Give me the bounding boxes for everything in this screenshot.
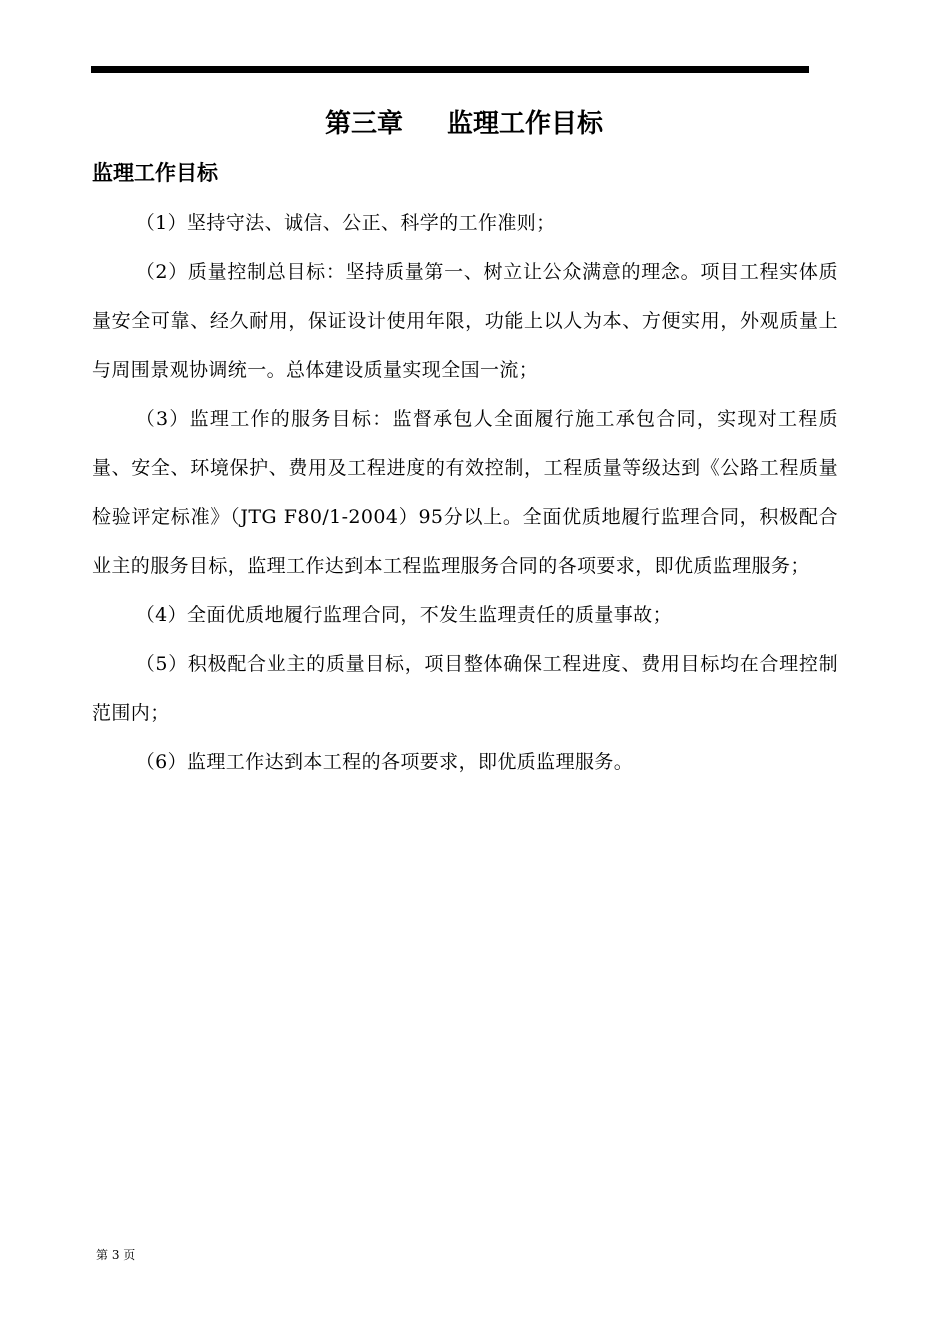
chapter-name: 监理工作目标 xyxy=(447,109,604,139)
paragraph-5: （5）积极配合业主的质量目标，项目整体确保工程进度、费用目标均在合理控制范围内； xyxy=(92,653,838,724)
paragraph-1: （1）坚持守法、诚信、公正、科学的工作准则； xyxy=(135,212,556,234)
section-heading: 监理工作目标 xyxy=(92,161,218,185)
paragraph-2: （2）质量控制总目标：坚持质量第一、树立让公众满意的理念。项目工程实体质量安全可靠、经久耐用，保证设计使用年限，功能上以人为本、方便实用，外观质量上与周围景观协调统一。总体建设质量实现全国一流； xyxy=(92,261,838,381)
paragraph-3: （3）监理工作的服务目标：监督承包人全面履行施工承包合同，实现对工程质量、安全、环境保护、费用及工程进度的有效控制，工程质量等级达到《公路工程质量检验评定标准》（JTG F80/1-2004）95分以上。全面优质地履行监理合同，积极配合业主的服务目标，监理工作达到本工程监理服务合同的各项要求，即优质监理服务； xyxy=(92,408,838,577)
paragraph-4: （4）全面优质地履行监理合同，不发生监理责任的质量事故； xyxy=(135,604,672,626)
page-number: 第 3 页 xyxy=(96,1248,136,1262)
header-rule xyxy=(91,66,809,73)
paragraph-6: （6）监理工作达到本工程的各项要求，即优质监理服务。 xyxy=(135,751,634,773)
body-text xyxy=(92,199,838,787)
chapter-number: 第三章 xyxy=(324,109,403,139)
chapter-title xyxy=(0,104,928,144)
